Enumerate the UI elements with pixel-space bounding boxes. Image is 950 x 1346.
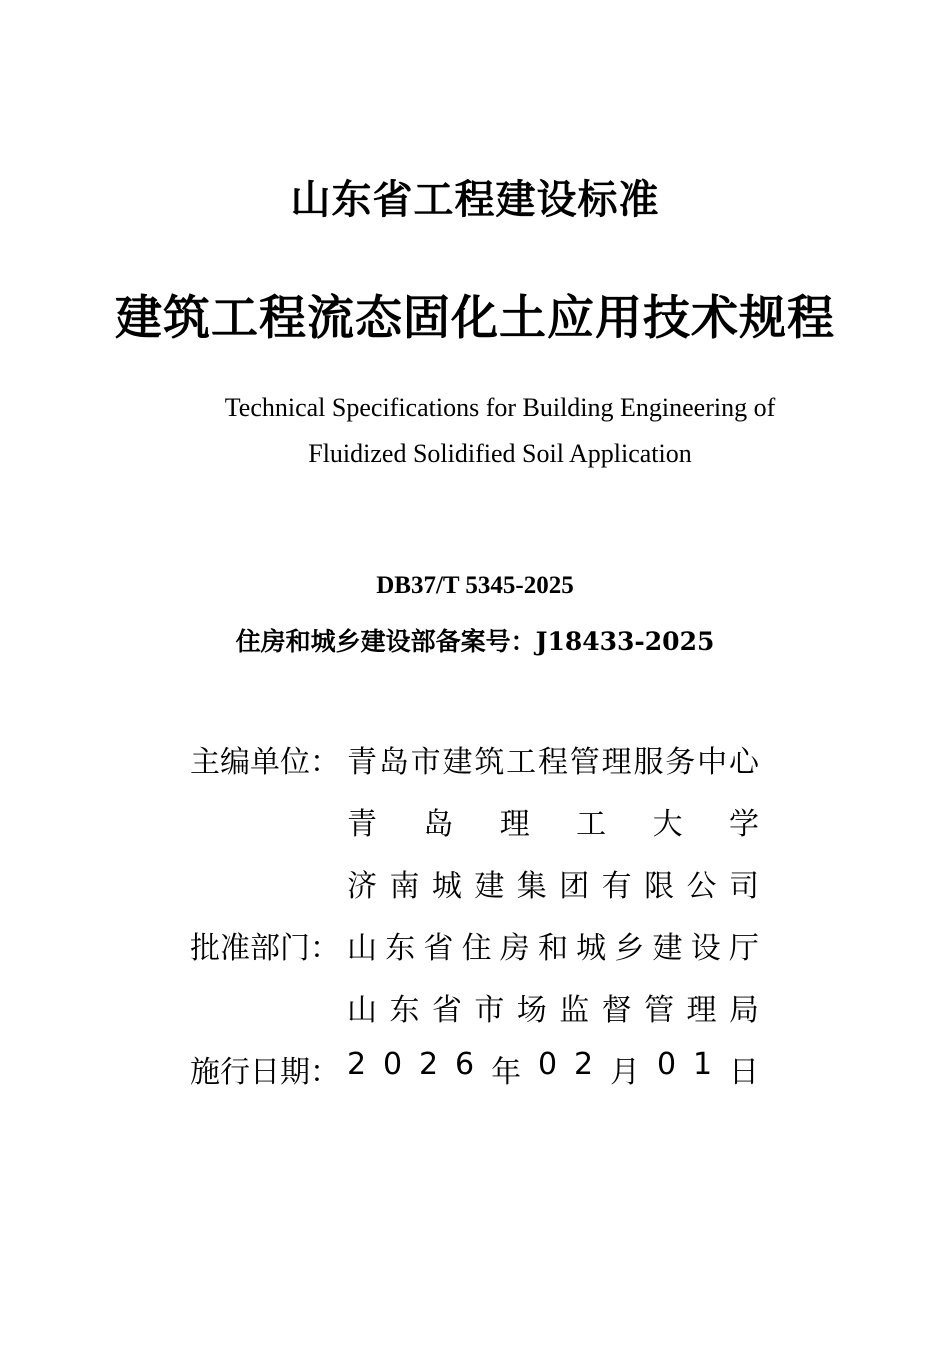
character: 司 [728, 869, 759, 904]
character: 程 [537, 745, 568, 780]
character: 东 [385, 931, 416, 966]
character: 务 [665, 745, 696, 780]
character: 公 [686, 869, 717, 904]
character: 管 [644, 993, 675, 1028]
effective-date-label: 施行日期： [190, 1055, 340, 1090]
character: 2 [574, 1047, 594, 1082]
character: 岛 [378, 745, 409, 780]
character: 工 [576, 807, 607, 842]
character: 限 [644, 869, 675, 904]
character: 济 [347, 869, 377, 904]
character: 乡 [614, 931, 645, 966]
character: 理 [499, 807, 530, 842]
character: 局 [728, 993, 759, 1028]
record-number: 住房和城乡建设部备案号：J18433-2025 [235, 627, 715, 656]
character: 2 [347, 1047, 367, 1082]
character: 工 [506, 745, 537, 780]
character: 和 [537, 931, 568, 966]
series-title: 山东省工程建设标准 [290, 177, 660, 223]
character: 集 [516, 869, 547, 904]
character: 0 [537, 1047, 558, 1082]
character: 东 [389, 993, 420, 1028]
character: 山 [347, 931, 377, 966]
chief-editor-3 [347, 861, 759, 905]
character: 省 [423, 931, 454, 966]
character: 学 [728, 807, 759, 842]
character: 团 [559, 869, 590, 904]
character: 房 [499, 931, 530, 966]
chief-editor-1 [347, 737, 759, 781]
approval-department-1 [347, 923, 759, 967]
character: 理 [601, 745, 632, 780]
character: 城 [576, 931, 607, 966]
character: 市 [410, 745, 441, 780]
character: 厅 [728, 931, 759, 966]
character: 青 [347, 745, 377, 780]
character: 大 [652, 807, 683, 842]
character: 0 [383, 1047, 403, 1082]
character: 省 [431, 993, 462, 1028]
document-title-english-line-2: Fluidized Solidified Soil Application [308, 439, 692, 468]
character: 年 [491, 1055, 522, 1090]
character: 山 [347, 993, 377, 1028]
chief-editor-label: 主编单位： [190, 745, 340, 780]
chief-editor-2 [347, 799, 759, 843]
character: 建 [652, 931, 683, 966]
character: 理 [686, 993, 717, 1028]
character: 市 [474, 993, 505, 1028]
character: 住 [461, 931, 492, 966]
standard-number: DB37/T 5345-2025 [376, 572, 574, 599]
character: 日 [728, 1055, 759, 1090]
character: 管 [569, 745, 600, 780]
character: 监 [559, 993, 590, 1028]
character: 场 [516, 993, 547, 1028]
document-title-english-line-1: Technical Specifications for Building Engineering of [224, 393, 776, 422]
character: 建 [474, 869, 505, 904]
document-title-chinese: 建筑工程流态固化土应用技术规程 [115, 291, 835, 346]
character: 中 [697, 745, 728, 780]
character: 筑 [474, 745, 505, 780]
character: 1 [692, 1047, 713, 1082]
approval-label: 批准部门： [190, 931, 340, 966]
character: 青 [347, 807, 377, 842]
character: 设 [690, 931, 721, 966]
approval-department-2 [347, 985, 759, 1029]
character: 建 [442, 745, 473, 780]
character: 服 [633, 745, 664, 780]
effective-date [347, 1047, 759, 1091]
character: 月 [610, 1055, 641, 1090]
character: 6 [455, 1047, 475, 1082]
character: 督 [601, 993, 632, 1028]
character: 城 [431, 869, 462, 904]
character: 南 [389, 869, 420, 904]
character: 2 [419, 1047, 439, 1082]
character: 有 [601, 869, 632, 904]
character: 岛 [423, 807, 454, 842]
character: 心 [728, 745, 759, 780]
character: 0 [656, 1047, 677, 1082]
